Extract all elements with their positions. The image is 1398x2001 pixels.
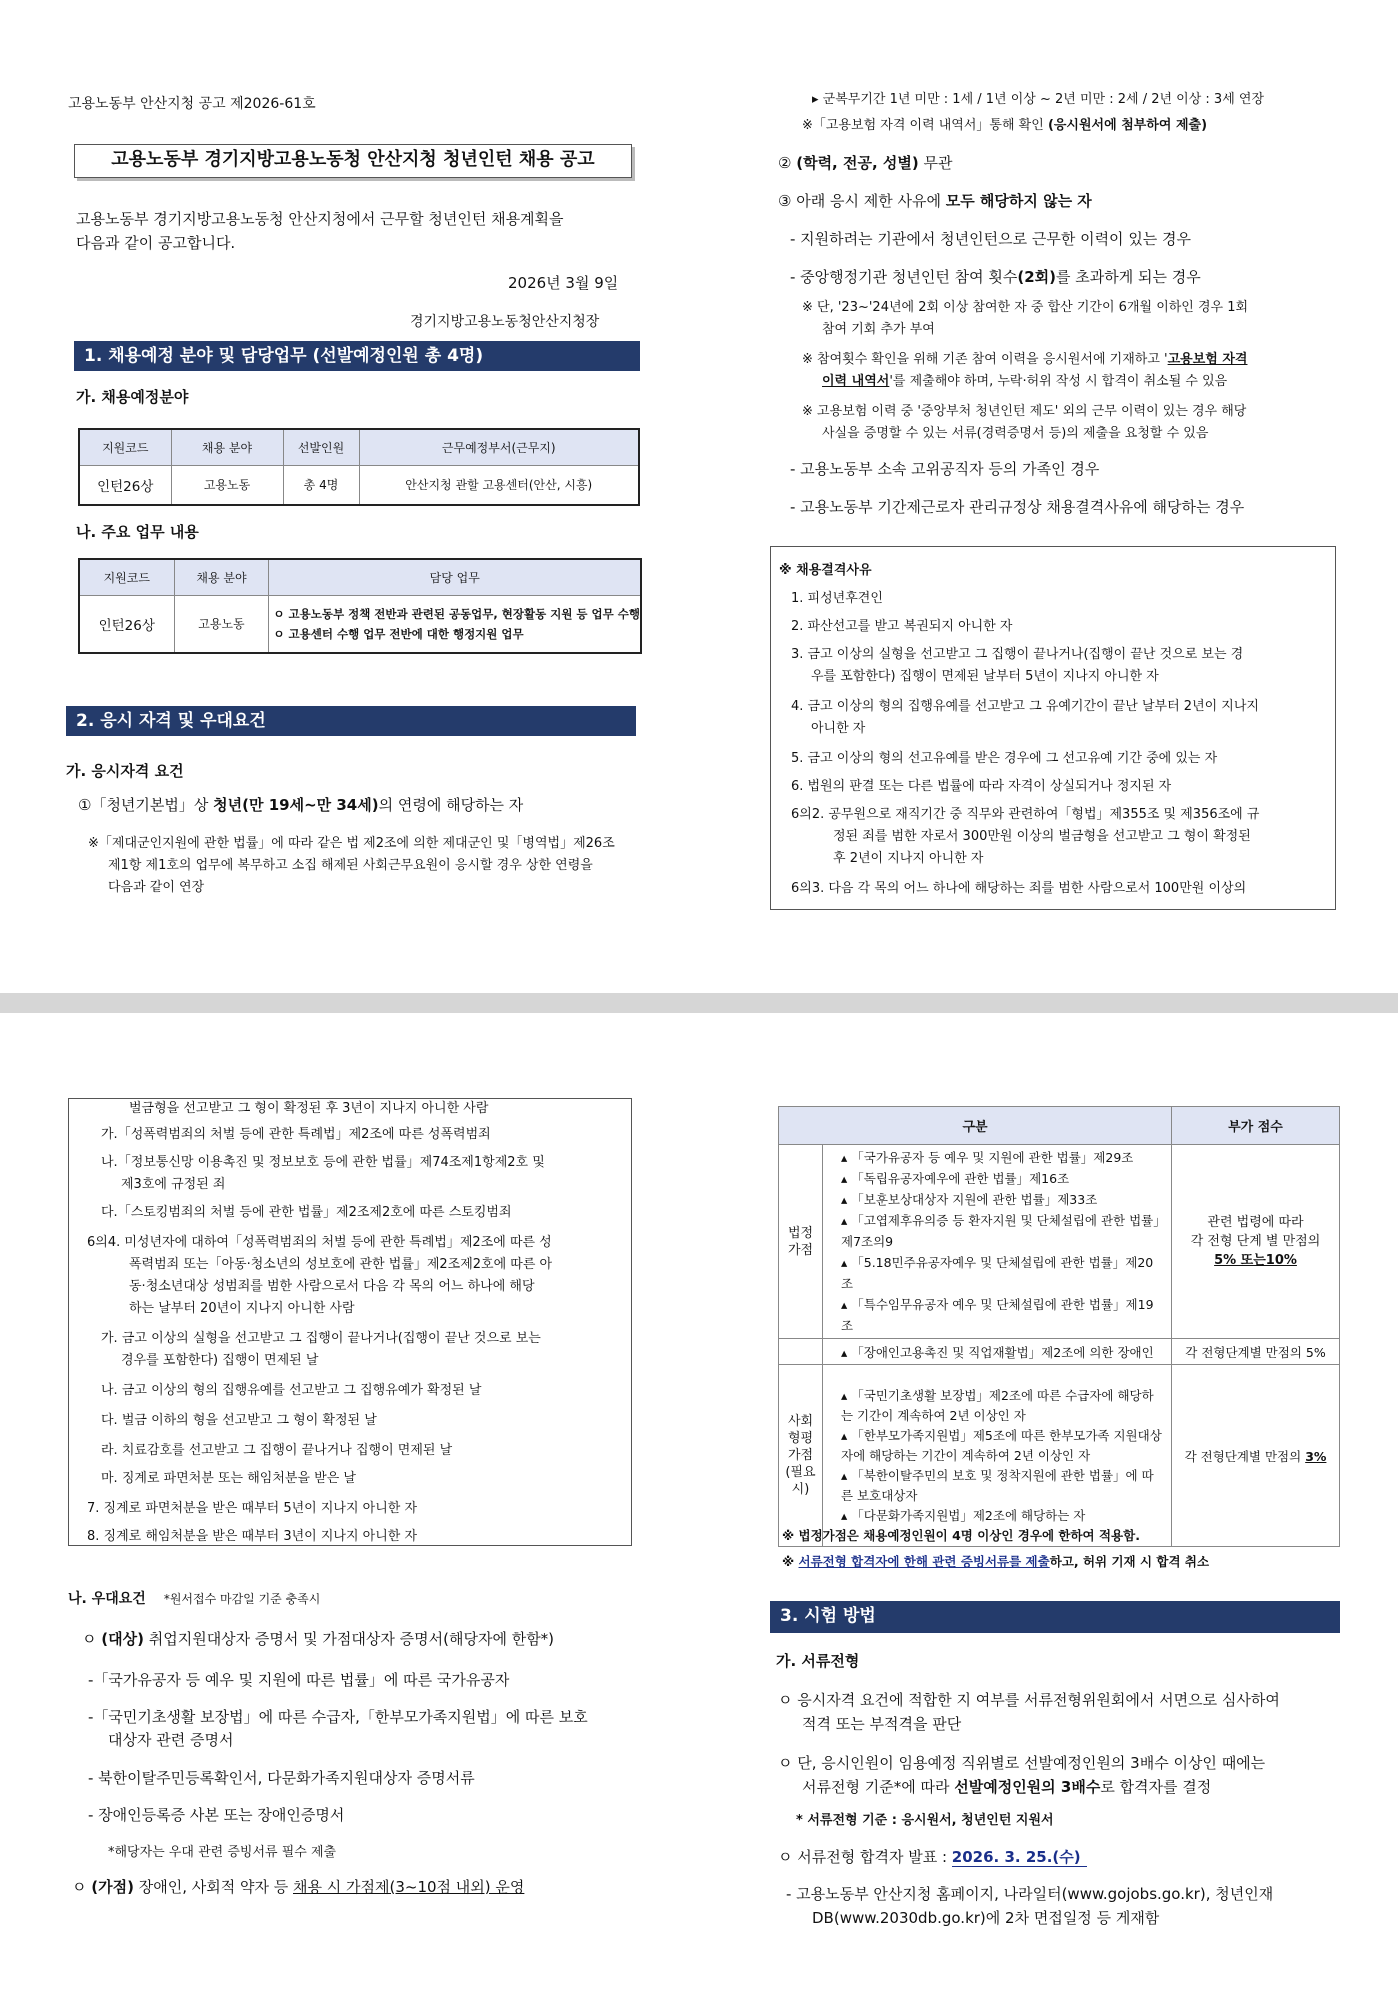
doc-announce: ㅇ 서류전형 합격자 발표 : 2026. 3. 25.(수) bbox=[778, 1846, 1087, 1869]
restrict-2-note-b: 참여 기회 추가 부여 bbox=[822, 322, 935, 337]
pref-target: ㅇ (대상) 취업지원대상자 증명서 및 가점대상자 증명서(해당자에 한함*) bbox=[82, 1630, 555, 1648]
section-2-header: 2. 응시 자격 및 우대요건 bbox=[66, 706, 636, 736]
social-item: ▴ 「한부모가족지원법」제5조에 따른 한부모가족 지원대상자에 해당하는 기간이 계속하여 2년 이상인 자 bbox=[841, 1427, 1162, 1463]
social-points: 각 전형단계별 만점의 3% bbox=[1172, 1365, 1340, 1547]
notice-date: 2026년 3월 9일 bbox=[508, 274, 619, 292]
disq-line: 7. 징계로 파면처분을 받은 때부터 5년이 지나지 아니한 자 bbox=[87, 1501, 418, 1516]
recruit-table bbox=[78, 428, 640, 506]
insurance-check: ※「고용보험 자격 이력 내역서」통해 확인 (응시원서에 첨부하여 제출) bbox=[802, 118, 1208, 133]
issuer: 경기지방고용노동청안산지청장 bbox=[410, 314, 600, 330]
disq-line: 벌금형을 선고받고 그 형이 확정된 후 3년이 지나지 아니한 사람 bbox=[129, 1101, 489, 1116]
disq-line: 라. 치료감호를 선고받고 그 집행이 끝나거나 집행이 면제된 날 bbox=[101, 1443, 453, 1458]
disq-line: 제3호에 규정된 죄 bbox=[121, 1177, 226, 1192]
disq-line: 3. 금고 이상의 실형을 선고받고 그 집행이 끝나거나(집행이 끝난 것으로 보는 경 bbox=[791, 647, 1244, 662]
disq-line: 가. 금고 이상의 실형을 선고받고 그 집행이 끝나거나(집행이 끝난 것으로 보는 bbox=[101, 1331, 541, 1346]
restrict-3: - 고용노동부 소속 고위공직자 등의 가족인 경우 bbox=[790, 460, 1100, 478]
restrict-2-note-d: 이력 내역서'를 제출해야 하며, 누락·허위 작성 시 합격이 취소될 수 있음 bbox=[822, 374, 1228, 389]
disq-line: 마. 징계로 파면처분 또는 해임처분을 받은 날 bbox=[101, 1471, 356, 1486]
section-3-header: 3. 시험 방법 bbox=[770, 1601, 1340, 1633]
pref-item: -「국가유공자 등 예우 및 지원에 따른 법률」에 따른 국가유공자 bbox=[88, 1671, 510, 1689]
sub-heading-doc: 가. 서류전형 bbox=[776, 1652, 860, 1670]
intro-line-2: 다음과 같이 공고합니다. bbox=[76, 234, 236, 252]
restrict-2-note-f: 사실을 증명할 수 있는 서류(경력증명서 등)의 제출을 요청할 수 있음 bbox=[822, 426, 1209, 441]
pref-item: -「국민기초생활 보장법」에 따른 수급자,「한부모가족지원법」에 따른 보호 bbox=[88, 1708, 588, 1726]
th-field: 채용 분야 bbox=[171, 429, 283, 465]
disq-line: 6의4. 미성년자에 대하여「성폭력범죄의 처벌 등에 관한 특례법」제2조에 따른 성 bbox=[87, 1235, 552, 1250]
doc-line: ㅇ 응시자격 요건에 적합한 지 여부를 서류전형위원회에서 서면으로 심사하여 bbox=[778, 1691, 1280, 1709]
td-code: 인턴26상 bbox=[79, 465, 171, 505]
qual-note-3: 다음과 같이 연장 bbox=[108, 880, 205, 895]
social-item: ▴ 「북한이탈주민의 보호 및 정착지원에 관한 법률」에 따른 보호대상자 bbox=[841, 1467, 1154, 1503]
th2-field: 채용 분야 bbox=[174, 559, 269, 595]
restrict-2-note-e: ※ 고용보험 이력 중 '중앙부처 청년인턴 제도' 외의 근무 이력이 있는 경우 해당 bbox=[802, 404, 1247, 419]
group-social: 사회 형평 가점 (필요시) bbox=[779, 1365, 823, 1547]
disqualification-box bbox=[770, 546, 1336, 910]
doc-line: - 고용노동부 안산지청 홈페이지, 나라일터(www.gojobs.go.kr), 청년인재 bbox=[786, 1885, 1274, 1903]
group-legal: 법정 가점 bbox=[779, 1145, 823, 1339]
td2-code: 인턴26상 bbox=[79, 595, 174, 653]
pref-bonus: ㅇ (가점) 장애인, 사회적 약자 등 채용 시 가점제(3~10점 내외) 운영 bbox=[72, 1878, 525, 1896]
disq-line: 경우를 포함한다) 집행이 면제된 날 bbox=[121, 1353, 319, 1368]
group-legal-cont bbox=[779, 1339, 823, 1365]
restrict-2-note-c: ※ 참여횟수 확인을 위해 기존 참여 이력을 응시원서에 기재하고 '고용보험 자격 bbox=[802, 352, 1248, 367]
military-extension: ▸ 군복무기간 1년 미만 : 1세 / 1년 이상 ~ 2년 미만 : 2세 / 2년 이상 : 3세 연장 bbox=[812, 92, 1265, 107]
doc-line: ㅇ 단, 응시인원이 임용예정 직위별로 선발예정인원의 3배수 이상인 때에는 bbox=[778, 1754, 1266, 1772]
social-item: ▴ 「국민기초생활 보장법」제2조에 따른 수급자에 해당하는 기간이 계속하여 2년 이상인 자 bbox=[841, 1387, 1154, 1423]
th2-code: 지원코드 bbox=[79, 559, 174, 595]
qual-1: ①「청년기본법」상 청년(만 19세~만 34세)의 연령에 해당하는 자 bbox=[78, 796, 524, 814]
disq-line: 5. 금고 이상의 형의 선고유예를 받은 경우에 그 선고유예 기간 중에 있는 자 bbox=[791, 751, 1218, 766]
restrict-4: - 고용노동부 기간제근로자 관리규정상 채용결격사유에 해당하는 경우 bbox=[790, 498, 1245, 516]
legal-item: ▴ 「독립유공자예우에 관한 법률」제16조 bbox=[841, 1171, 1070, 1186]
legal-item: ▴ 「특수임무유공자 예우 및 단체설립에 관한 법률」제19조 bbox=[841, 1297, 1154, 1333]
legal-item: ▴ 「고엽제후유의증 등 환자지원 및 단체설립에 관한 법률」제7조의9 bbox=[841, 1213, 1160, 1249]
disqualification-box-cont bbox=[68, 1098, 632, 1546]
th-count: 선발인원 bbox=[283, 429, 359, 465]
qual-2: ② (학력, 전공, 성별) 무관 bbox=[778, 154, 953, 172]
section-1-header: 1. 채용예정 분야 및 담당업무 (선발예정인원 총 4명) bbox=[74, 341, 640, 371]
disq-line: 정된 죄를 범한 자로서 300만원 이상의 벌금형을 선고받고 그 형이 확정된 bbox=[833, 829, 1251, 844]
disq-line: 6의3. 다음 각 목의 어느 하나에 해당하는 죄를 범한 사람으로서 100만원 이상의 bbox=[791, 881, 1247, 896]
disq-line: 다. 벌금 이하의 형을 선고받고 그 형이 확정된 날 bbox=[101, 1413, 377, 1428]
td-field: 고용노동 bbox=[171, 465, 283, 505]
qual-note-2: 제1항 제1호의 업무에 복무하고 소집 해제된 사회근무요원이 응시할 경우 상한 연령을 bbox=[108, 858, 593, 873]
notice-number: 고용노동부 안산지청 공고 제2026-61호 bbox=[68, 96, 316, 112]
pref-item: - 북한이탈주민등록확인서, 다문화가족지원대상자 증명서류 bbox=[88, 1769, 475, 1787]
duty-1: ㅇ 고용노동부 정책 전반과 관련된 공동업무, 현장활동 지원 등 업무 수행 bbox=[273, 606, 640, 621]
pref-item: - 장애인등록증 사본 또는 장애인증명서 bbox=[88, 1806, 345, 1824]
disq-line: 동·청소년대상 성범죄를 범한 사람으로서 다음 각 목의 어느 하나에 해당 bbox=[129, 1279, 535, 1294]
duty-2: ㅇ 고용센터 수행 업무 전반에 대한 행정지원 업무 bbox=[273, 626, 524, 641]
sub-heading-na: 나. 주요 업무 내용 bbox=[76, 523, 199, 541]
page-2 bbox=[0, 1013, 1398, 2001]
disq-line: 가.「성폭력범죄의 처벌 등에 관한 특례법」제2조에 따른 성폭력범죄 bbox=[101, 1127, 491, 1142]
disq-line: 4. 금고 이상의 형의 집행유예를 선고받고 그 유예기간이 끝난 날부터 2년이 지나지 bbox=[791, 699, 1259, 714]
social-item: ▴ 「다문화가족지원법」제2조에 해당하는 자 bbox=[841, 1507, 1086, 1523]
disq-line: 하는 날부터 20년이 지나지 아니한 사람 bbox=[129, 1301, 355, 1316]
legal-item: ▴ 「보훈보상대상자 지원에 관한 법률」제33조 bbox=[841, 1192, 1098, 1207]
disq-line: 나. 금고 이상의 형의 집행유예를 선고받고 그 집행유예가 확정된 날 bbox=[101, 1383, 482, 1398]
legal-item: ▴ 「국가유공자 등 예우 및 지원에 관한 법률」제29조 bbox=[841, 1150, 1134, 1165]
disability-points: 각 전형단계별 만점의 5% bbox=[1172, 1339, 1340, 1365]
disq-line: 6. 법원의 판결 또는 다른 법률에 따라 자격이 상실되거나 정지된 자 bbox=[791, 779, 1172, 794]
bonus-note-1: ※ 법정가점은 채용예정인원이 4명 이상인 경우에 한하여 적용함. bbox=[782, 1528, 1140, 1543]
qual-3: ③ 아래 응시 제한 사유에 모두 해당하지 않는 자 bbox=[778, 192, 1092, 210]
td2-duty bbox=[269, 595, 641, 653]
th-points: 부가 점수 bbox=[1172, 1107, 1340, 1145]
disq-line: 2. 파산선고를 받고 복권되지 아니한 자 bbox=[791, 619, 1013, 634]
restrict-2-note-a: ※ 단, '23~'24년에 2회 이상 참여한 자 중 합산 기간이 6개월 이하인 경우 1회 bbox=[802, 300, 1249, 315]
doc-line: 적격 또는 부적격을 판단 bbox=[802, 1715, 962, 1733]
th-code: 지원코드 bbox=[79, 429, 171, 465]
doc-line: DB(www.2030db.go.kr)에 2차 면접일정 등 게재함 bbox=[812, 1909, 1160, 1927]
restrict-2: - 중앙행정기관 청년인턴 참여 횟수(2회)를 초과하게 되는 경우 bbox=[790, 268, 1201, 286]
td-dept: 안산지청 관할 고용센터(안산, 시흥) bbox=[359, 465, 639, 505]
disq-line: 1. 피성년후견인 bbox=[791, 591, 883, 606]
page-1 bbox=[0, 0, 1398, 993]
doc-criteria: * 서류전형 기준 : 응시원서, 청년인턴 지원서 bbox=[796, 1813, 1054, 1828]
disq-line: 후 2년이 지나지 아니한 자 bbox=[833, 851, 984, 866]
disq-line: 아니한 자 bbox=[811, 721, 866, 736]
preference-heading: 나. 우대요건 *원서접수 마감일 기준 충족시 bbox=[68, 1591, 321, 1607]
qual-note-1: ※「제대군인지원에 관한 법률」에 따라 같은 법 제2조에 의한 제대군인 및「병역법」제26조 bbox=[88, 836, 615, 851]
duty-table bbox=[78, 558, 642, 654]
legal-items bbox=[823, 1145, 1172, 1339]
page-separator bbox=[0, 993, 1398, 1013]
td2-field: 고용노동 bbox=[174, 595, 269, 653]
bonus-note-2: ※ 서류전형 합격자에 한해 관련 증빙서류를 제출하고, 허위 기재 시 합격 취소 bbox=[782, 1554, 1210, 1569]
td-count: 총 4명 bbox=[283, 465, 359, 505]
disq-line: 폭력범죄 또는「아동·청소년의 성보호에 관한 법률」제2조제2호에 따른 아 bbox=[129, 1257, 553, 1272]
pref-item: 대상자 관련 증명서 bbox=[108, 1731, 234, 1749]
disq-title: ※ 채용결격사유 bbox=[779, 563, 872, 578]
page-title: 고용노동부 경기지방고용노동청 안산지청 청년인턴 채용 공고 bbox=[74, 144, 632, 178]
doc-line: 서류전형 기준*에 따라 선발예정인원의 3배수로 합격자를 결정 bbox=[802, 1778, 1212, 1796]
sub-heading-ga: 가. 채용예정분야 bbox=[76, 388, 189, 406]
intro-line-1: 고용노동부 경기지방고용노동청 안산지청에서 근무할 청년인턴 채용계획을 bbox=[76, 210, 564, 228]
disq-line: 6의2. 공무원으로 재직기간 중 직무와 관련하여「형법」제355조 및 제356조에 규 bbox=[791, 807, 1260, 822]
disq-line: 나.「정보통신망 이용촉진 및 정보보호 등에 관한 법률」제74조제1항제2호 및 bbox=[101, 1155, 545, 1170]
th-category: 구분 bbox=[779, 1107, 1172, 1145]
disq-line: 우를 포함한다) 집행이 면제된 날부터 5년이 지나지 아니한 자 bbox=[811, 669, 1159, 684]
pref-note: *해당자는 우대 관련 증빙서류 필수 제출 bbox=[108, 1845, 337, 1860]
sub-heading-qual: 가. 응시자격 요건 bbox=[66, 762, 184, 780]
bonus-table bbox=[778, 1106, 1340, 1547]
restrict-1: - 지원하려는 기관에서 청년인턴으로 근무한 이력이 있는 경우 bbox=[790, 230, 1192, 248]
th2-duty: 담당 업무 bbox=[269, 559, 641, 595]
disq-line: 8. 징계로 해임처분을 받은 때부터 3년이 지나지 아니한 자 bbox=[87, 1529, 418, 1544]
disq-line: 다.「스토킹범죄의 처벌 등에 관한 법률」제2조제2호에 따른 스토킹범죄 bbox=[101, 1205, 512, 1220]
th-dept: 근무예정부서(근무지) bbox=[359, 429, 639, 465]
social-items bbox=[823, 1365, 1172, 1547]
disability-item: ▴ 「장애인고용촉진 및 직업재활법」제2조에 의한 장애인 bbox=[823, 1339, 1172, 1365]
legal-points: 관련 법령에 따라 각 전형 단계 별 만점의 5% 또는10% bbox=[1172, 1145, 1340, 1339]
legal-item: ▴ 「5.18민주유공자예우 및 단체설립에 관한 법률」제20조 bbox=[841, 1255, 1154, 1291]
